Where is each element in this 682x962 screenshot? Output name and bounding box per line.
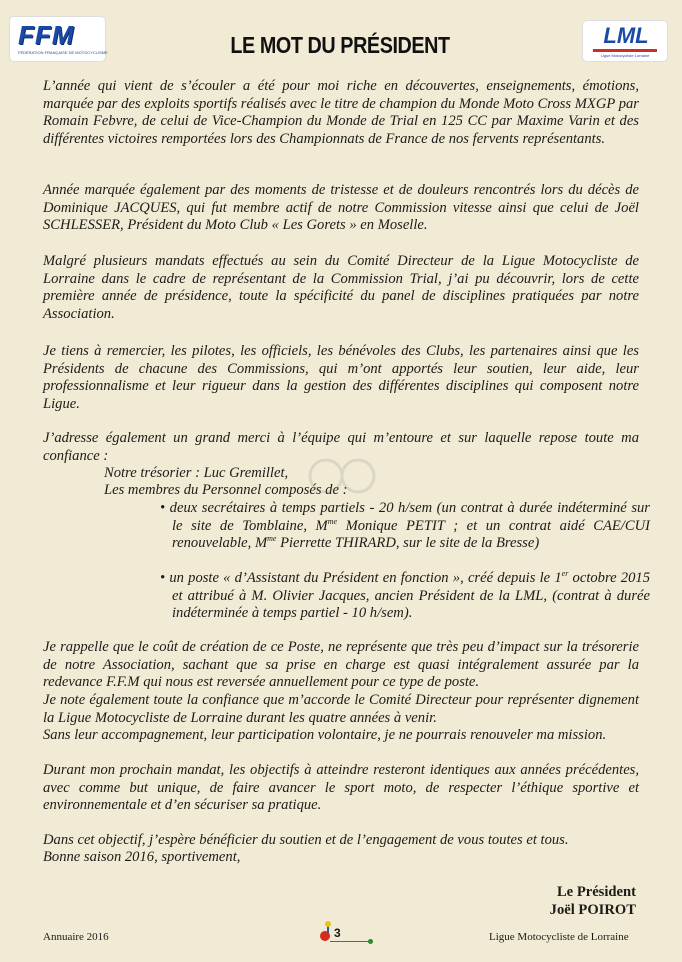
- lml-logo-stripe: [593, 49, 657, 52]
- paragraph-mandates: Malgré plusieurs mandats effectués au sein du Comité Directeur de la Ligue Motocycliste de Lorraine dans le cadre de représentant de la Commission Trial, j’ai pu découvrir, lors de cette première année de présidence, toute la spécificité du panel de disciplines pratiquées par notre Association.: [43, 253, 639, 322]
- paragraph-thanks: Je tiens à remercier, les pilotes, les officiels, les bénévoles des Clubs, les partenaires ainsi que les Présidents de chacune des Commissions, qui m’ont apportés leur soutien, leur aide, leur professionnalisme et leur rigueur dans la gestion des différentes disciplines qui composent notre Ligue.: [43, 343, 639, 412]
- watermark-logo: [302, 453, 382, 499]
- paragraph-season: Bonne saison 2016, sportivement,: [43, 849, 241, 865]
- page-number: 3: [334, 926, 341, 940]
- paragraph-hope: Dans cet objectif, j’espère bénéficier du soutien et de l’engagement de vous toutes et tous.: [43, 832, 569, 848]
- paragraph-team: J’adresse également un grand merci à l’équipe qui m’entoure et sur laquelle repose toute ma confiance :: [43, 430, 639, 464]
- lml-logo-mark: LML: [603, 23, 649, 48]
- marker-red-dot: [320, 931, 330, 941]
- marker-yellow-dot: [325, 921, 331, 927]
- lml-logo-subtitle: Ligue Motocycliste Lorraine: [600, 53, 650, 58]
- lml-logo: [583, 21, 667, 61]
- ffm-logo-mark: FFM: [18, 20, 75, 50]
- staff-line: Les membres du Personnel composés de :: [104, 482, 348, 498]
- paragraph-cost: Je rappelle que le coût de création de ce Poste, ne représente que très peu d’impact sur la trésorerie de notre Association, sachant que sa prise en charge est quasi intégralement assurée par la redevance F.F.M qui nous est reversée annuellement pour ce type de poste.: [43, 639, 639, 690]
- footer-page-marker: [320, 925, 360, 945]
- footer-league: Ligue Motocycliste de Lorraine: [489, 931, 629, 943]
- footer-yearbook: Annuaire 2016: [43, 931, 109, 943]
- signature-name: Joël POIROT: [549, 902, 636, 918]
- treasurer-line: Notre trésorier : Luc Gremillet,: [104, 465, 289, 481]
- ffm-logo: [10, 17, 108, 61]
- signature-role: Le Président: [556, 884, 636, 900]
- marker-green-dot: [368, 939, 373, 944]
- paragraph-support: Sans leur accompagnement, leur participation volontaire, je ne pourrais renouveler ma mission.: [43, 727, 607, 743]
- marker-green-line: [330, 941, 370, 942]
- paragraph-objectives: Durant mon prochain mandat, les objectifs à atteindre resteront identiques aux années précédentes, avec comme but unique, de faire avancer le sport moto, de respecter l’éthique sportive et environnementale et d’en sécuriser sa pratique.: [43, 762, 639, 813]
- paragraph-sadness: Année marquée également par des moments de tristesse et de douleurs rencontrés lors du décès de Dominique JACQUES, qui fut membre actif de notre Commission vitesse ainsi que celui de Joël SCHLESSER, Président du Moto Club « Les Gorets » en Moselle.: [43, 182, 639, 233]
- paragraph-confidence: Je note également toute la confiance que m’accorde le Comité Directeur pour représenter dignement la Ligue Motocycliste de Lorraine durant les quatre années à venir.: [43, 692, 639, 726]
- paragraph-intro: L’année qui vient de s’écouler a été pour moi riche en découvertes, enseignements, émotions, marquée par des exploits sportifs réalisés avec le titre de champion du Monde Moto Cross MXGP par Romain Febvre, de celui de Vice-Champion du Monde de Trial en 125 CC par Maxime Varin et des différentes victoires remportées lors des Championnats de France de nos fervents représentants.: [43, 78, 639, 147]
- page-title: LE MOT DU PRÉSIDENT: [230, 32, 450, 58]
- bullet-assistant: • un poste « d’Assistant du Président en fonction », créé depuis le 1er octobre 2015 et attribué à M. Olivier Jacques, ancien Président de la LML, (contrat à durée indéterminée à temps partiel - 10 h/sem).: [160, 569, 650, 621]
- ffm-logo-subtitle: FÉDÉRATION FRANÇAISE DE MOTOCYCLISME: [18, 50, 108, 55]
- bullet-secretaries: • deux secrétaires à temps partiels - 20 h/sem (un contrat à durée indéterminé sur le site de Tomblaine, $M^{me}$ Monique PETIT ; et un contrat aidé CAE/CUI renouvelable, $M^{me}$ Pierrette THIRARD, sur le site de la Bresse): [160, 500, 650, 551]
